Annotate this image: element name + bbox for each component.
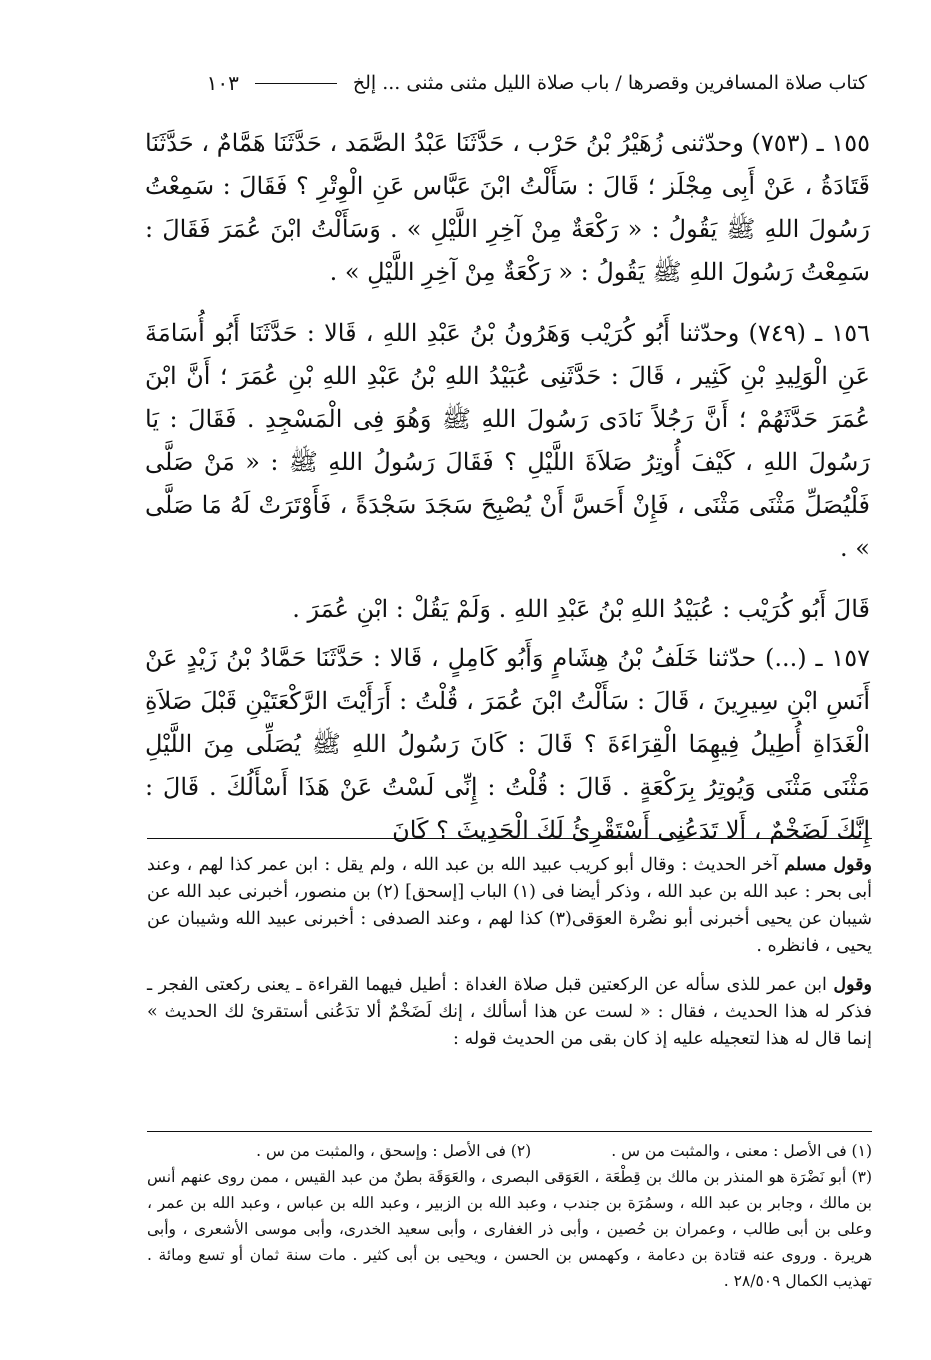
commentary-paragraph	[147, 852, 872, 960]
commentary-text: ابن عمر للذى سأله عن الركعتين قبل صلاة الغداة : أطيل فيهما القراءة ـ يعنى ركعتى الفجر ـ فذكر له هذا الحديث ، فقال : « لست عن هذا أسألك ، إنك لَضَخْمٌ ألا تدَعُنى أستقرئ لك الحديث » إنما قال له هذا لتعجيله عليه إذ كان بقى من الحديث قوله :	[147, 975, 872, 1049]
commentary-paragraph	[147, 972, 872, 1053]
commentary-lead: وقول مسلم	[784, 855, 872, 875]
commentary-lead: وقول	[833, 975, 872, 995]
hadith-155: ١٥٥ ـ (٧٥٣) وحدّثنى زُهَيْرُ بْنُ حَرْب ، حَدَّثَنَا عَبْدُ الصَّمَد ، حَدَّثَنَا هَمَّامٌ ، حَدَّثَنَا قَتَادَةُ ، عَنْ أَبِى مِجْلَز ؛ قَالَ : سَأَلْتُ ابْنَ عَبَّاس عَنِ الْوِتْرِ ؟ فَقَالَ : سَمِعْتُ رَسُولَ اللهِ ﷺ يَقُولُ : « رَكْعَةٌ مِنْ آخِرِ اللَّيْلِ » . وَسَأَلْتُ ابْنَ عُمَرَ فَقَالَ : سَمِعْتُ رَسُولَ اللهِ ﷺ يَقُولُ : « رَكْعَةٌ مِنْ آخِرِ اللَّيْلِ » .	[145, 129, 870, 286]
footnote-3: (٣) أبو نَضْرَة هو المنذر بن مالك بن قِطْعَة ، العَوَقى البصرى ، والعَوَقَة بطنٌ من عبد القيس ، ممن روى عنهم أنس بن مالك ، وجابر بن عبد الله ، وسمُرَة بن جندب ، وعبد الله بن الزبير ، وعبد الله بن عباس ، وعبد الله بن عمر ، وعلى بن أبى طالب ، وعمران بن حُصين ، وأبى ذر الغفارى ، وأبى سعيد الخدرى، وأبى موسى الأشعرى ، وأبى هريرة . وروى عنه قتادة بن دعامة ، وكهمس بن الحسن ، ويحيى بن أبى كثير . مات سنة ثمان أو تسع ومائة . تهذيب الكمال ٢٨/٥٠٩ .	[147, 1168, 872, 1290]
hadith-156-note: قَالَ أَبُو كُرَيْب : عُبَيْدُ اللهِ بْنُ عَبْدِ اللهِ . وَلَمْ يَقُلْ : ابْنِ عُمَرَ .	[292, 595, 870, 623]
header-title: كتاب صلاة المسافرين وقصرها / باب صلاة الليل مثنى مثنى ... إلخ	[352, 72, 867, 94]
footnotes-row	[147, 1138, 872, 1164]
footnotes	[147, 1138, 872, 1294]
page-number: ١٠٣	[206, 71, 239, 95]
running-header	[150, 66, 867, 100]
header-rule	[255, 83, 337, 84]
hadith-156: ١٥٦ ـ (٧٤٩) وحدّثنا أَبُو كُرَيْب وَهَرُونُ بْنُ عَبْدِ اللهِ ، قَالا : حَدَّثَنَا أَبُو أُسَامَةَ عَنِ الْوَلِيدِ بْنِ كَثِير ، قَالَ : حَدَّثَنِى عُبَيْدُ اللهِ بْنُ عَبْدِ اللهِ بْنِ عُمَرَ ؛ أَنَّ ابْنَ عُمَرَ حَدَّثَهُمْ ؛ أَنَّ رَجُلاً نَادَى رَسُولَ اللهِ ﷺ وَهُوَ فِى الْمَسْجِدِ . فَقَالَ : يَا رَسُولَ اللهِ ، كَيْفَ أُوتِرُ صَلاَةَ اللَّيْلِ ؟ فَقَالَ رَسُولُ اللهِ ﷺ : « مَنْ صَلَّى فَلْيُصَلِّ مَثْنَى مَثْنَى ، فَإِنْ أَحَسَّ أَنْ يُصْبِحَ سَجَدَ سَجْدَةً ، فَأَوْتَرَتْ لَهُ مَا صَلَّى » .	[145, 319, 871, 562]
footnote-1: (١) فى الأصل : معنى ، والمثبت من س .	[611, 1142, 872, 1160]
commentary-text: آخر الحديث : وقال أبو كريب عبيد الله بن عبد الله ، ولم يقل : ابن عمر كذا لهم ، وعند أبى بحر : عبد الله بن عبد الله ، وذكر أيضا فى (١) الباب [إسحق] (٢) بن منصور، أخبرنى عبد الله عن شيبان عن يحيى أخبرنى أبو نضْرة العوَقى(٣) كذا لهم ، وعند الصدفى : أخبرنى عبيد الله وشيبان عن يحيى ، فانظره .	[147, 855, 872, 956]
commentary-divider	[147, 838, 872, 839]
hadith-text	[145, 122, 870, 852]
commentary	[147, 852, 872, 1065]
footnotes-divider	[147, 1131, 872, 1132]
footnote-2: (٢) فى الأصل : وإسحق ، والمثبت من س .	[256, 1142, 532, 1160]
hadith-157: ١٥٧ ـ (...) حدّثنا خَلَفُ بْنُ هِشَامٍ وَأَبُو كَامِلٍ ، قَالا : حَدَّثَنَا حَمَّادُ بْنُ زَيْدٍ عَنْ أَنَسِ ابْنِ سِيرِينَ ، قَالَ : سَأَلْتُ ابْنَ عُمَرَ ، قُلْتُ : أَرَأَيْتَ الرَّكْعَتَيْنِ قَبْلَ صَلاَةِ الْغَدَاةِ أُطِيلُ فِيهِمَا الْقِرَاءَةَ ؟ قَالَ : كَانَ رَسُولُ اللهِ ﷺ يُصَلِّى مِنَ اللَّيْلِ مَثْنَى مَثْنَى وَيُوتِرُ بِرَكْعَةٍ . قَالَ : قُلْتُ : إِنِّى لَسْتُ عَنْ هَذَا أَسْأَلُكَ . قَالَ : إِنَّكَ لَضَخْمٌ ، أَلا تَدَعُنِى أَسْتَقْرِئُ لَكَ الْحَدِيثَ ؟ كَانَ	[145, 644, 870, 844]
